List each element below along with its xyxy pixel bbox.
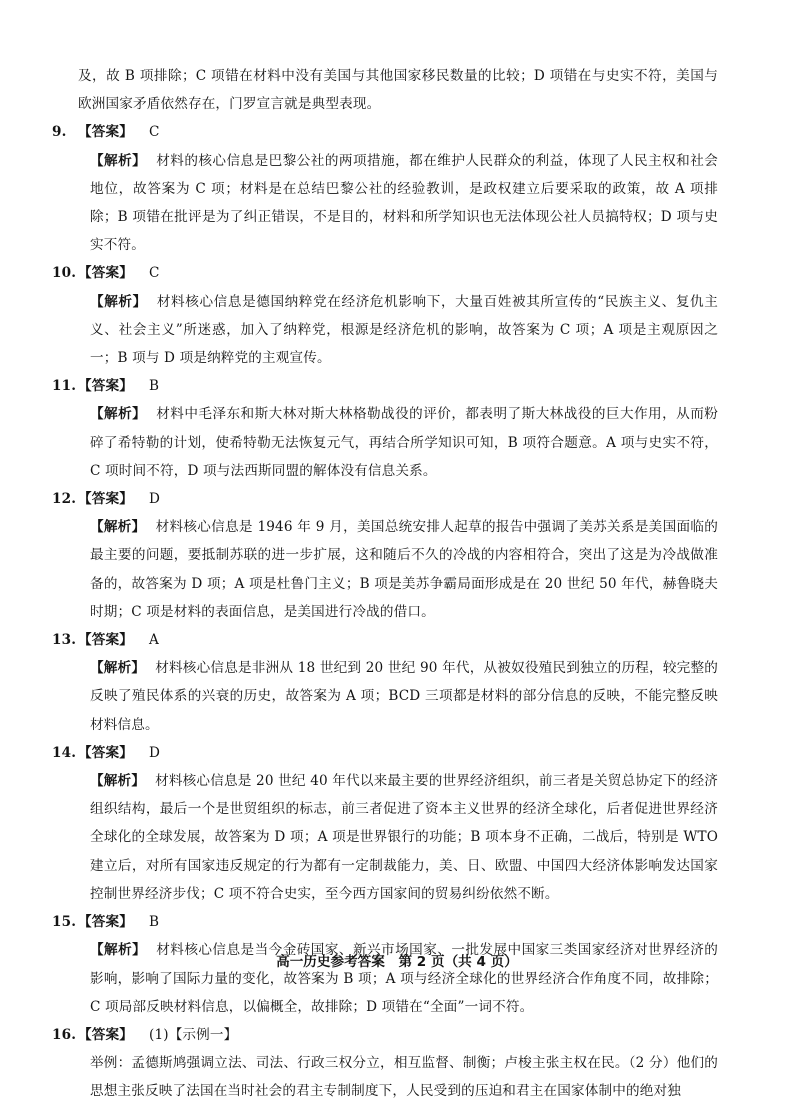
question-number: 13. [52, 632, 77, 649]
explanation-text: 材料核心信息是当今金砖国家、新兴市场国家、一批发展中国家三类国家经济对世界经济的影响，影响了国际力量的变化，故答案为 B 项；A 项与经济全球化的世界经济合作角度不同，故排除；C 项局部反映材料信息，以偏概全，故排除；D 项错在“全面”一词不符。 [90, 942, 718, 1015]
answer-value: (1)【示例一】 [148, 1026, 238, 1043]
question-number: 14. [52, 744, 77, 761]
answer-line [52, 739, 718, 767]
answer-value: B [148, 914, 160, 931]
explanation-label: 【解析】 [90, 406, 147, 423]
explanation-text: 材料中毛泽东和斯大林对斯大林格勒战役的评价，都表明了斯大林战役的巨大作用，从而粉碎了希特勒的计划，使希特勒无法恢复元气，再结合所学知识可知，B 项符合题意。A 项与史实不符，C 项时间不符，D 项与法西斯同盟的解体没有信息关系。 [90, 406, 718, 479]
page-footer: 高一历史参考答案 第 2 页（共 4 页） [276, 954, 518, 970]
answer-line [52, 1021, 718, 1049]
answer-value: B [148, 378, 160, 395]
explanation-text: 材料核心信息是德国纳粹党在经济危机影响下，大量百姓被其所宣传的“民族主义、复仇主义、社会主义”所迷惑，加入了纳粹党，根源是经济危机的影响，故答案为 C 项；A 项是主观原因之一；B 项与 D 项是纳粹党的主观宣传。 [90, 293, 718, 367]
question-item [52, 485, 718, 626]
question-item [52, 118, 718, 259]
answer-value: C [148, 265, 160, 282]
explanation-paragraph [78, 767, 718, 908]
question-number: 10. [52, 265, 77, 282]
question-16 [52, 1021, 718, 1106]
explanation-paragraph [78, 288, 718, 373]
answer-label: 【答案】 [78, 1026, 133, 1043]
answer-line [52, 626, 718, 654]
explanation-paragraph [78, 936, 718, 1021]
question-item [52, 626, 718, 739]
answer-label: 【答案】 [78, 632, 133, 649]
question-number: 9. [52, 124, 67, 141]
explanation-label: 【解析】 [90, 660, 146, 677]
answer-value: D [148, 491, 161, 508]
explanation-label: 【解析】 [90, 293, 147, 310]
question-number: 12. [52, 491, 77, 508]
answer-value: A [148, 632, 159, 649]
explanation-paragraph [78, 147, 718, 260]
explanation-label: 【解析】 [90, 773, 146, 790]
answer-body: 举例：孟德斯鸠强调立法、司法、行政三权分立，相互监督、制衡；卢梭主张主权在民。（2 分）他们的思想主张反映了法国在当时社会的君主专制制度下，人民受到的压迫和君主在国家体制中的绝对独 [90, 1055, 718, 1100]
answer-value: D [148, 744, 161, 761]
explanation-label: 【解析】 [90, 519, 146, 536]
question-number: 16. [52, 1026, 77, 1043]
answer-line [52, 485, 718, 513]
answer-value: C [148, 124, 160, 141]
answer-label: 【答案】 [78, 744, 133, 761]
question-item [52, 372, 718, 485]
answer-label: 【答案】 [78, 914, 133, 931]
question-number: 15. [52, 914, 77, 931]
explanation-text: 材料的核心信息是巴黎公社的两项措施，都在维护人民群众的利益，体现了人民主权和社会地位，故答案为 C 项；材料是在总结巴黎公社的经验教训，是政权建立后要采取的政策，故 A 项排除；B 项错在批评是为了纠正错误，不是目的，材料和所学知识也无法体现公社人员搞特权；D 项与史实不符。 [90, 152, 718, 254]
explanation-label: 【解析】 [90, 152, 147, 169]
answer-items [52, 118, 718, 1021]
explanation-paragraph [78, 513, 718, 626]
answer-label: 【答案】 [78, 378, 133, 395]
explanation-text: 材料核心信息是非洲从 18 世纪到 20 世纪 90 年代，从被奴役殖民到独立的历程，较完整的反映了殖民体系的兴衰的历史，故答案为 A 项；BCD 三项都是材料的部分信息的反映，不能完整反映材料信息。 [90, 660, 718, 733]
explanation-paragraph [78, 400, 718, 485]
answer-line [52, 118, 718, 146]
answer-label: 【答案】 [78, 124, 133, 141]
question-item [52, 259, 718, 372]
explanation-text: 材料核心信息是 1946 年 9 月，美国总统安排人起草的报告中强调了美苏关系是美国面临的最主要的问题，要抵制苏联的进一步扩展，这和随后不久的冷战的内容相符合，突出了这是为冷战做准备的，故答案为 D 项；A 项是杜鲁门主义；B 项是美苏争霸局面形成是在 20 世纪 50 年代，赫鲁晓夫时期；C 项是材料的表面信息，是美国进行冷战的借口。 [90, 519, 718, 620]
explanation-label: 【解析】 [90, 942, 147, 959]
answer-line [52, 259, 718, 287]
explanation-paragraph [78, 654, 718, 739]
answer-label: 【答案】 [78, 265, 133, 282]
answer-line [52, 908, 718, 936]
question-item [52, 739, 718, 908]
question-number: 11. [52, 378, 77, 395]
answer-content [52, 62, 718, 1106]
intro-paragraph: 及，故 B 项排除；C 项错在材料中没有美国与其他国家移民数量的比较；D 项错在与史实不符，美国与欧洲国家矛盾依然存在，门罗宣言就是典型表现。 [78, 68, 718, 113]
answer-label: 【答案】 [78, 491, 133, 508]
answer-line [52, 372, 718, 400]
explanation-text: 材料核心信息是 20 世纪 40 年代以来最主要的世界经济组织，前三者是关贸总协定下的经济组织结构，最后一个是世贸组织的标志，前三者促进了资本主义世界的经济全球化，后者促进世界经济全球化的全球发展，故答案为 D 项；A 项是世界银行的功能；B 项本身不正确，二战后，特别是 WTO 建立后，对所有国家违反规定的行为都有一定制裁能力，美、日、欧盟、中国四大经济体影响发达国家控制世界经济步伐；C 项不符合史实，至今西方国家间的贸易纠纷依然不断。 [90, 773, 718, 902]
